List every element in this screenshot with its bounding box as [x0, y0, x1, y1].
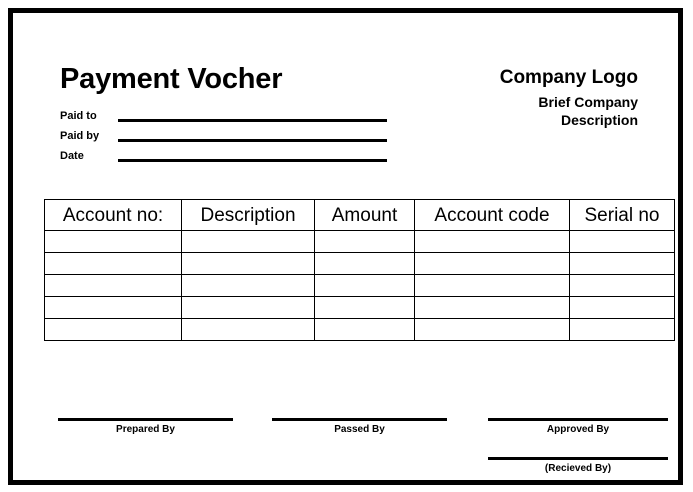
signature-block-prepared-by — [58, 418, 233, 435]
signature-block-approved-by — [488, 418, 668, 474]
table-cell[interactable] — [415, 253, 570, 275]
received-by-caption: (Recieved By) — [544, 463, 612, 474]
table-cell[interactable] — [45, 319, 182, 341]
table-header-row — [45, 200, 675, 231]
date-input-line[interactable] — [118, 159, 387, 162]
approved-by-signature-line[interactable] — [488, 418, 668, 421]
table-cell[interactable] — [182, 253, 315, 275]
table-cell[interactable] — [315, 297, 415, 319]
voucher-border-frame — [8, 8, 683, 485]
company-description — [500, 94, 638, 130]
table-body — [45, 231, 675, 341]
field-row-paid-to — [60, 110, 340, 130]
field-label-date: Date — [60, 150, 84, 162]
table-cell[interactable] — [315, 231, 415, 253]
table-cell[interactable] — [45, 253, 182, 275]
column-header-serial-no: Serial no — [570, 200, 675, 231]
paid-by-input-line[interactable] — [118, 139, 387, 142]
approved-by-caption: Approved By — [546, 424, 610, 435]
table-cell[interactable] — [570, 231, 675, 253]
table-cell[interactable] — [45, 275, 182, 297]
company-logo-text: Company Logo — [499, 67, 638, 88]
company-description-line-1: Brief Company — [538, 93, 638, 110]
table-cell[interactable] — [570, 297, 675, 319]
table-cell[interactable] — [315, 253, 415, 275]
table-cell[interactable] — [45, 297, 182, 319]
company-description-line-2: Description — [560, 111, 638, 128]
table-cell[interactable] — [570, 319, 675, 341]
table-row — [45, 297, 675, 319]
table-cell[interactable] — [182, 231, 315, 253]
field-label-paid-to: Paid to — [60, 110, 97, 122]
table-cell[interactable] — [415, 319, 570, 341]
company-block — [500, 67, 638, 130]
table-cell[interactable] — [415, 297, 570, 319]
received-by-signature-line[interactable] — [488, 457, 668, 460]
table-row — [45, 275, 675, 297]
table-row — [45, 319, 675, 341]
table-cell[interactable] — [182, 275, 315, 297]
table-cell[interactable] — [415, 275, 570, 297]
paid-to-input-line[interactable] — [118, 119, 387, 122]
column-header-account-no: Account no: — [45, 200, 182, 231]
passed-by-caption: Passed By — [334, 424, 385, 435]
table-cell[interactable] — [182, 297, 315, 319]
passed-by-signature-line[interactable] — [272, 418, 447, 421]
table-cell[interactable] — [570, 275, 675, 297]
table-cell[interactable] — [570, 253, 675, 275]
page-title: Payment Vocher — [60, 63, 283, 95]
table-cell[interactable] — [315, 319, 415, 341]
voucher-fields — [60, 110, 340, 170]
table-cell[interactable] — [182, 319, 315, 341]
table-cell[interactable] — [315, 275, 415, 297]
column-header-amount: Amount — [315, 200, 415, 231]
signature-block-passed-by — [272, 418, 447, 435]
field-label-paid-by: Paid by — [60, 130, 100, 142]
prepared-by-signature-line[interactable] — [58, 418, 233, 421]
field-row-date — [60, 150, 340, 170]
column-header-account-code: Account code — [415, 200, 570, 231]
line-items-table — [44, 199, 675, 341]
table-row — [45, 231, 675, 253]
field-row-paid-by — [60, 130, 340, 150]
table-cell[interactable] — [415, 231, 570, 253]
prepared-by-caption: Prepared By — [116, 424, 175, 435]
table-cell[interactable] — [45, 231, 182, 253]
signature-area — [44, 418, 674, 488]
table-row — [45, 253, 675, 275]
signature-spacer — [488, 435, 668, 457]
column-header-description: Description — [182, 200, 315, 231]
